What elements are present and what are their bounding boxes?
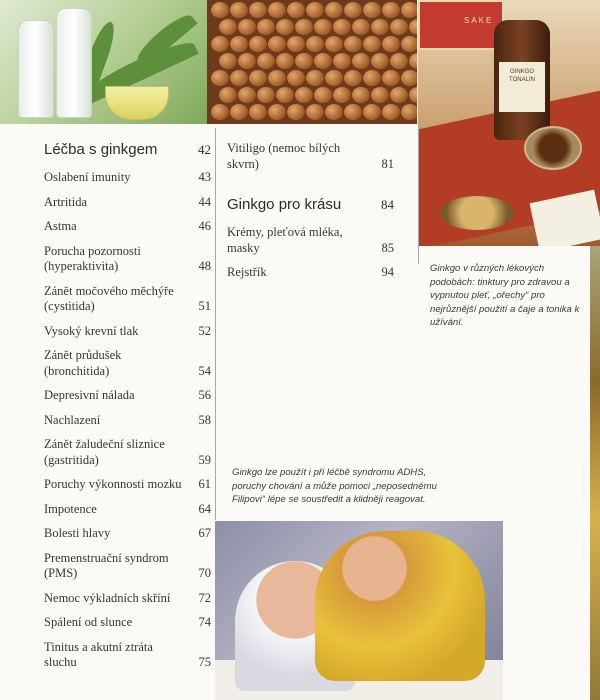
ginkgo-nut (382, 2, 400, 18)
ginkgo-nut (230, 2, 248, 18)
toc-entry[interactable] (44, 502, 211, 518)
ginkgo-nut (287, 104, 305, 120)
ginkgo-nut (325, 36, 343, 52)
toc-entry-list (44, 170, 211, 671)
ginkgo-nut (333, 53, 351, 69)
ginkgo-nut (371, 87, 389, 103)
column-divider (215, 128, 216, 520)
ginkgo-nut (401, 70, 417, 86)
toc-entry-title: Vysoký krevní tlak (44, 323, 139, 338)
ginkgo-nut (306, 2, 324, 18)
ginkgo-nut (352, 53, 370, 69)
ginkgo-nut (268, 70, 286, 86)
ginkgo-nut (287, 2, 305, 18)
toc-heading-title: Ginkgo pro krásu (227, 196, 342, 213)
toc-entry-title: Krémy, pleťová mléka, masky (227, 225, 343, 255)
toc-entry-title: Artritida (44, 194, 88, 209)
toc-entry-title: Oslabení imunity (44, 170, 131, 184)
ginkgo-nut (352, 19, 370, 35)
toc-entry-page: 56 (198, 388, 211, 402)
toc-entry[interactable] (44, 324, 211, 340)
ginkgo-nut (401, 2, 417, 18)
ginkgo-nut (382, 70, 400, 86)
ginkgo-nut (306, 70, 324, 86)
toc-entry-page: 94 (381, 265, 394, 279)
ginkgo-nut (238, 19, 256, 35)
herb-bowl (440, 196, 514, 230)
toc-entry-title: Porucha pozornosti (hyperaktivita) (44, 243, 141, 273)
toc-entry-page: 61 (198, 477, 211, 491)
toc-section-heading[interactable] (227, 196, 394, 213)
ginkgo-nut (249, 70, 267, 86)
toc-entry-page: 67 (198, 526, 211, 540)
ginkgo-nut (314, 19, 332, 35)
tea-cup (524, 126, 582, 170)
toc-entry-page: 81 (381, 156, 394, 171)
ginkgo-nut (268, 104, 286, 120)
adjacent-page-edge (590, 246, 600, 700)
ginkgo-tonic-photo (418, 0, 600, 246)
ginkgo-nut (409, 87, 417, 103)
ginkgo-nut (295, 53, 313, 69)
toc-entry[interactable] (44, 170, 211, 186)
ginkgo-nuts-photo (207, 0, 417, 124)
toc-heading-page: 42 (198, 142, 211, 157)
boy-yellow-shirt (315, 531, 485, 681)
ginkgo-nut (390, 19, 408, 35)
ginkgo-nut (344, 104, 362, 120)
glass-bottle (18, 20, 54, 118)
toc-entry[interactable] (44, 413, 211, 429)
toc-entry[interactable] (44, 640, 211, 671)
sake-box (418, 0, 504, 50)
ginkgo-nut (306, 104, 324, 120)
ginkgo-nut (230, 70, 248, 86)
ginkgo-nut (409, 19, 417, 35)
ginkgo-nut (257, 19, 275, 35)
kids-caption: Ginkgo lze použít i při léčbě syndromu ADHS, poruchy chování a může pomoci „neposednému Filipovi“ lépe se soustředit a klidněji reagovat. (232, 467, 437, 505)
ginkgo-nut (314, 87, 332, 103)
toc-entry[interactable] (44, 551, 211, 582)
toc-entry[interactable] (44, 388, 211, 404)
toc-entry-page: 75 (198, 655, 211, 669)
ginkgo-nut (230, 36, 248, 52)
ginkgo-nut (390, 87, 408, 103)
ginkgo-nut (352, 87, 370, 103)
toc-entry-title: Astma (44, 219, 77, 233)
toc-right-column (227, 141, 394, 290)
ginkgo-nut (219, 19, 237, 35)
ginkgo-nut (276, 19, 294, 35)
toc-entry-title: Vitiligo (nemoc bílých skvrn) (227, 141, 341, 171)
ginkgo-nut (325, 104, 343, 120)
toc-entry[interactable] (44, 526, 211, 542)
toc-entry-page: 85 (381, 240, 394, 255)
column-divider (418, 124, 419, 264)
ginkgo-nut (268, 2, 286, 18)
toc-heading-title: Léčba s ginkgem (44, 141, 158, 158)
tonic-caption: Ginkgo v různých lékových podobách: tinktury pro zdravou a vypnutou pleť, „ořechy“ pro nejrůznější použití a čaje a tonika k užívání. (430, 263, 580, 328)
toc-entry-title: Premenstruační syndrom (PMS) (44, 550, 169, 580)
toc-entry-title: Nachlazení (44, 412, 101, 427)
toc-entry-page: 48 (198, 259, 211, 273)
ginkgo-nut (249, 104, 267, 120)
toc-entry-title: Depresivní nálada (44, 388, 135, 402)
toc-entry[interactable] (44, 591, 211, 607)
ginkgo-nut (276, 87, 294, 103)
toc-entry-page: 58 (198, 412, 211, 427)
ginkgo-nut (238, 53, 256, 69)
sake-box-text: SAKE (464, 16, 494, 25)
ginkgo-nut (363, 2, 381, 18)
ginkgo-nut (371, 53, 389, 69)
ginkgo-nut (344, 70, 362, 86)
toc-entry-page: 46 (198, 219, 211, 233)
toc-entry-title: Rejstřík (227, 265, 267, 279)
ginkgo-nut (344, 2, 362, 18)
glass-bottle (56, 8, 92, 118)
toc-entry[interactable] (44, 477, 211, 493)
ginkgo-nut (401, 36, 417, 52)
ginkgo-nut (325, 70, 343, 86)
juice-glass (105, 86, 169, 120)
toc-entry-title: Zánět průdušek (bronchitida) (44, 348, 122, 378)
ginkgo-nut (382, 36, 400, 52)
ginkgo-nut (344, 36, 362, 52)
ginkgo-nut (325, 2, 343, 18)
toc-entry-title: Bolesti hlavy (44, 526, 111, 540)
toc-entry-title: Poruchy výkonnosti mozku (44, 477, 182, 491)
ginkgo-nut (219, 87, 237, 103)
ginkgo-nut (363, 104, 381, 120)
ginkgo-nut (211, 70, 229, 86)
toc-entry-title: Spálení od slunce (44, 615, 133, 629)
toc-entry[interactable] (227, 141, 394, 172)
ginkgo-nut (257, 53, 275, 69)
ginkgo-nut (382, 104, 400, 120)
ginkgo-nut (219, 53, 237, 69)
toc-entry-page: 44 (198, 194, 211, 209)
ginkgo-nut (401, 104, 417, 120)
toc-entry-list (227, 225, 394, 281)
ginkgo-nut (363, 70, 381, 86)
toc-entry[interactable] (44, 219, 211, 235)
toc-entry-page: 74 (198, 615, 211, 629)
toc-entry-page: 70 (198, 566, 211, 580)
toc-entry-title: Zánět močového měchýře (cystitida) (44, 283, 174, 313)
toc-entry[interactable] (44, 615, 211, 631)
toc-entry-page: 64 (198, 501, 211, 516)
ginkgo-nut (211, 104, 229, 120)
ginkgo-nut (287, 36, 305, 52)
toc-heading-page: 84 (381, 197, 394, 212)
toc-entry[interactable] (44, 437, 211, 468)
toc-entry[interactable] (227, 265, 394, 281)
ginkgo-nut (390, 53, 408, 69)
toc-entry-page: 54 (198, 363, 211, 378)
ginkgo-nut (249, 2, 267, 18)
toc-entry[interactable] (44, 195, 211, 211)
toc-entry-page: 59 (198, 452, 211, 467)
ginkgo-nut (333, 19, 351, 35)
toc-entry-title: Zánět žaludeční sliznice (gastritida) (44, 437, 165, 467)
toc-entry-title: Tinitus a akutní ztráta sluchu (44, 639, 153, 669)
ginkgo-nut (249, 36, 267, 52)
tonic-label-text: GINKGO TONALIN (509, 69, 535, 83)
ginkgo-nut (333, 87, 351, 103)
ginkgo-nut (211, 2, 229, 18)
toc-entry-page: 72 (198, 590, 211, 605)
ginkgo-nut (276, 53, 294, 69)
toc-entry-title: Impotence (44, 501, 97, 516)
ginkgo-nut (238, 87, 256, 103)
ginkgo-nut (371, 19, 389, 35)
toc-entry[interactable] (227, 225, 394, 256)
tonic-label (499, 62, 545, 112)
ginkgo-nut (363, 36, 381, 52)
toc-entry-page: 51 (198, 299, 211, 313)
children-playing-photo (215, 521, 503, 700)
ginkgo-nut (257, 87, 275, 103)
toc-entry-page: 43 (198, 170, 211, 184)
toc-section-heading[interactable] (44, 141, 211, 158)
toc-entry[interactable] (44, 284, 211, 315)
ginkgo-nut (314, 53, 332, 69)
aloe-photo (0, 0, 207, 124)
ginkgo-nut (295, 19, 313, 35)
toc-entry-title: Nemoc výkladních skříní (44, 590, 171, 605)
ginkgo-nut (306, 36, 324, 52)
ginkgo-nut (230, 104, 248, 120)
ginkgo-nut (268, 36, 286, 52)
ginkgo-nut (211, 36, 229, 52)
toc-entry-page: 52 (198, 323, 211, 338)
toc-entry[interactable] (44, 348, 211, 379)
toc-entry[interactable] (44, 244, 211, 275)
ginkgo-nut (295, 87, 313, 103)
ginkgo-nut (287, 70, 305, 86)
ginkgo-nut (409, 53, 417, 69)
toc-left-column (44, 141, 211, 680)
